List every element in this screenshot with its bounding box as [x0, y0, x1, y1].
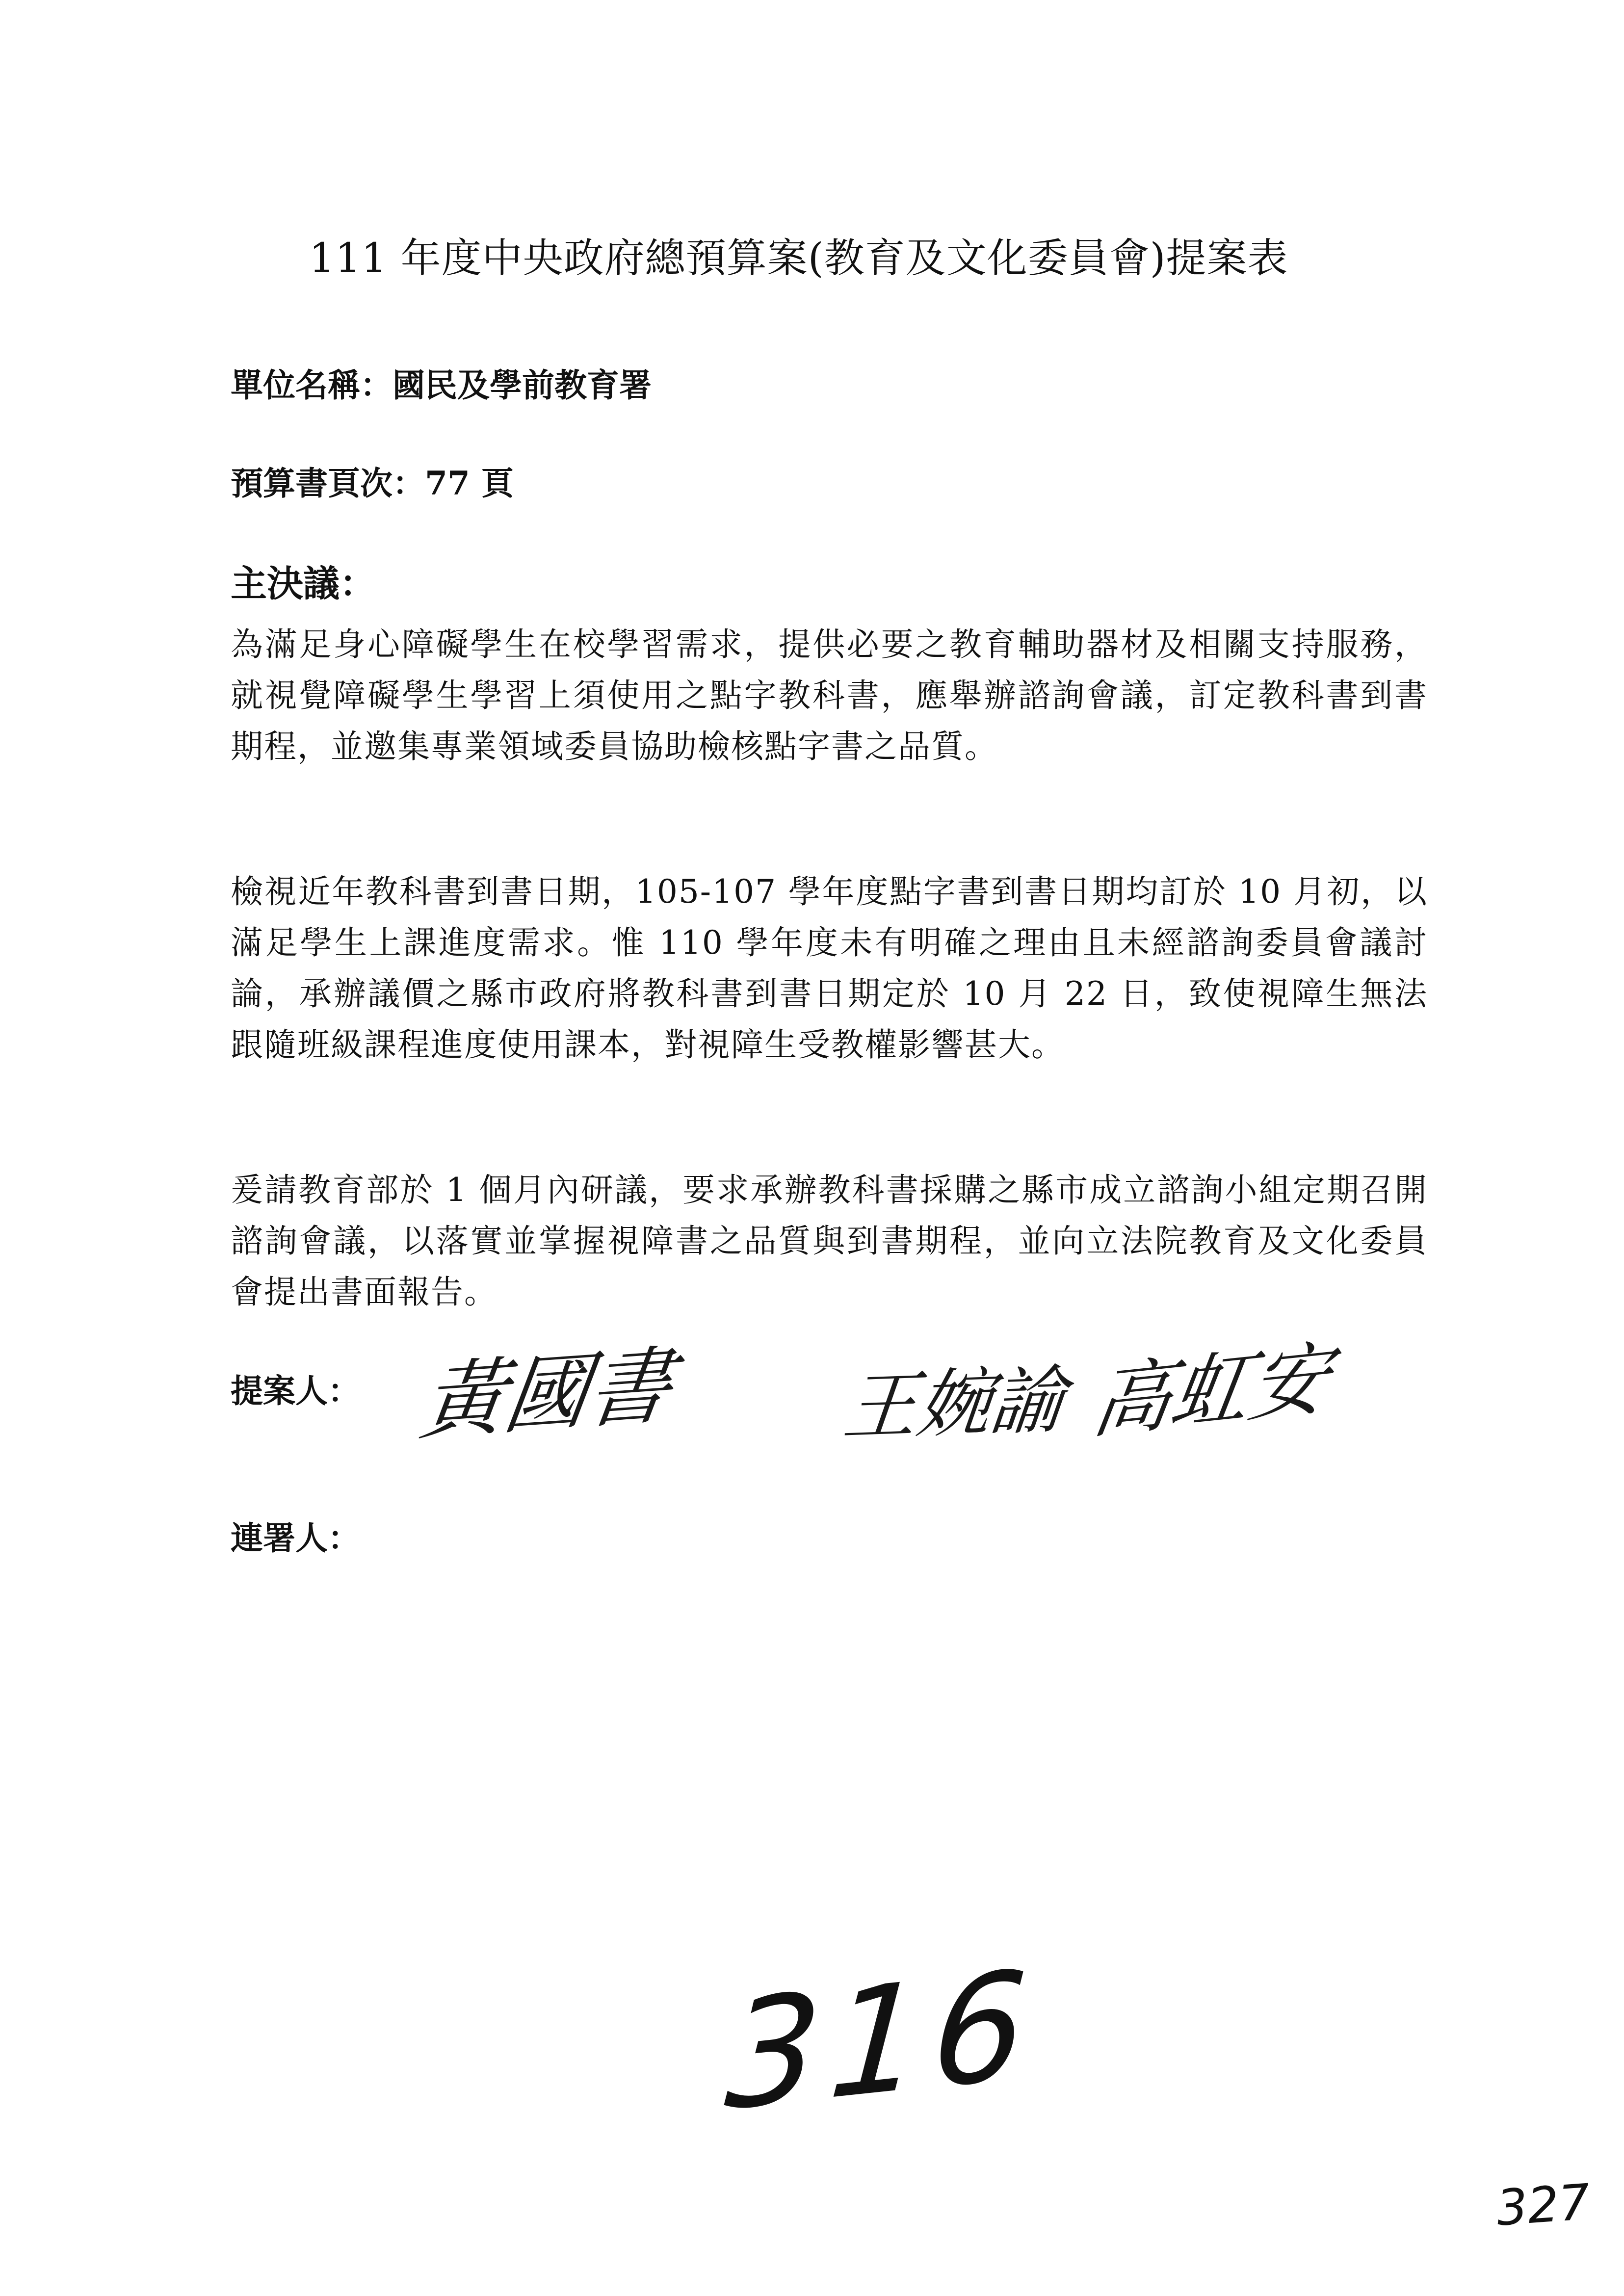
proposer-signature-3: 高虹安 [1086, 1331, 1336, 1450]
cosigner-label: 連署人： [231, 1519, 360, 1557]
resolution-heading: 主決議： [231, 563, 376, 605]
handwritten-number: 316 [721, 1937, 1042, 2144]
document-title: 111 年度中央政府總預算案(教育及文化委員會)提案表 [309, 235, 1288, 282]
proposer-label: 提案人： [231, 1372, 360, 1410]
proposer-signature-1: 黃國書 [415, 1336, 679, 1453]
resolution-paragraph-1: 為滿足身心障礙學生在校學習需求，提供必要之教育輔助器材及相關支持服務，就視覺障礙學生學習上須使用之點字教科書，應舉辦諮詢會議，訂定教科書到書期程，並邀集專業領域委員協助檢核點字書之品質。 [231, 626, 1428, 765]
proposer-signature-2: 王婉諭 [839, 1357, 1069, 1451]
resolution-paragraph-3: 爰請教育部於 1 個月內研議，要求承辦教科書採購之縣市成立諮詢小組定期召開諮詢會議，以落實並掌握視障書之品質與到書期程，並向立法院教育及文化委員會提出書面報告。 [231, 1171, 1428, 1311]
page-mark: 327 [1494, 2173, 1592, 2237]
budget-page-number: 預算書頁次：77 頁 [231, 464, 514, 502]
resolution-paragraph-2: 檢視近年教科書到書日期，105-107 學年度點字書到書日期均訂於 10 月初，以滿足學生上課進度需求。惟 110 學年度未有明確之理由且未經諮詢委員會議討論，承辦議價之縣市政府將教科書到書日期定於 10 月 22 日，致使視障生無法跟隨班級課程進度使用課本，對視障生受教權影響甚大。 [231, 873, 1428, 1064]
unit-name: 單位名稱：國民及學前教育署 [231, 366, 652, 404]
